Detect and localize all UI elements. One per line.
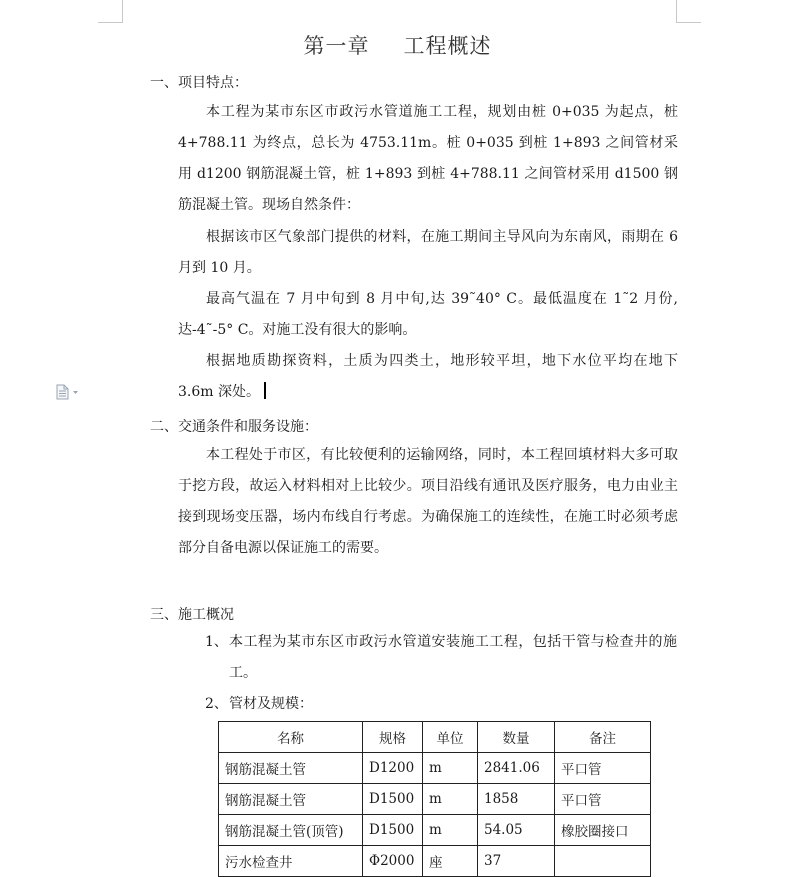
column-header-name: 名称 — [219, 722, 363, 753]
table-row — [219, 846, 651, 877]
cell-remarks[interactable]: 平口管 — [555, 753, 651, 784]
list-item-1[interactable] — [205, 627, 677, 689]
paragraph-geology[interactable] — [178, 346, 678, 408]
crop-mark-top-left-horizontal — [98, 22, 123, 23]
crop-mark-top-right-horizontal — [676, 22, 701, 23]
chapter-title — [0, 30, 795, 60]
paragraph-weather[interactable]: 根据该市区气象部门提供的材料，在施工期间主导风向为东南风，雨期在 6 月到 10 月。 — [178, 229, 678, 276]
cell-spec[interactable]: D1500 — [363, 815, 423, 846]
list-item-2-text: 管材及规模： — [229, 696, 313, 712]
list-item-2[interactable] — [205, 689, 677, 720]
table-header-row — [219, 722, 651, 753]
cell-name[interactable]: 钢筋混凝土管 — [219, 753, 363, 784]
paragraph-temperature[interactable]: 最高气温在 7 月中旬到 8 月中旬,达 39˜40° C。最低温度在 1˜2 月份,达-4˜-5° C。对施工没有很大的影响。 — [178, 291, 678, 338]
cell-spec[interactable]: D1500 — [363, 784, 423, 815]
list-item-2-number: 2、 — [205, 696, 228, 712]
crop-mark-top-left-vertical — [122, 0, 123, 22]
cell-spec[interactable]: D1200 — [363, 753, 423, 784]
section-heading-construction-overview: 三、施工概况 — [150, 607, 234, 623]
column-header-unit: 单位 — [423, 722, 478, 753]
text-cursor — [264, 382, 266, 399]
table-row — [219, 753, 651, 784]
section-heading-project-features: 一、项目特点： — [150, 75, 248, 91]
cell-spec[interactable]: Φ2000 — [363, 846, 423, 877]
table-row — [219, 815, 651, 846]
list-item-1-number: 1、 — [205, 634, 228, 650]
cell-quantity[interactable]: 1858 — [478, 784, 555, 815]
cell-name[interactable]: 钢筋混凝土管 — [219, 784, 363, 815]
column-header-quantity: 数量 — [478, 722, 555, 753]
paragraph-project-overview[interactable]: 本工程为某市东区市政污水管道施工工程，规划由桩 0+035 为起点，桩 4+788.11 为终点，总长为 4753.11m。桩 0+035 到桩 1+893 之间管材采用 d1200 钢筋混凝土管，桩 1+893 到桩 4+788.11 之间管材采用 d1500 钢筋混凝土管。现场自然条件： — [178, 104, 678, 213]
cell-unit[interactable]: m — [423, 815, 478, 846]
cell-remarks[interactable]: 平口管 — [555, 784, 651, 815]
cell-unit[interactable]: m — [423, 784, 478, 815]
cell-name[interactable]: 钢筋混凝土管(顶管) — [219, 815, 363, 846]
cell-remarks[interactable]: 橡胶圈接口 — [555, 815, 651, 846]
cell-unit[interactable]: m — [423, 753, 478, 784]
cell-quantity[interactable]: 37 — [478, 846, 555, 877]
list-item-1-text: 本工程为某市东区市政污水管道安装施工工程，包括干管与检查井的施工。 — [229, 634, 677, 681]
section-heading-traffic-services: 二、交通条件和服务设施： — [150, 419, 318, 435]
paragraph-geology-text: 根据地质勘探资料，土质为四类土，地形较平坦，地下水位平均在地下 3.6m 深处。 — [178, 353, 678, 400]
crop-mark-top-right-vertical — [676, 0, 677, 22]
cell-unit[interactable]: 座 — [423, 846, 478, 877]
chapter-number: 第一章 — [303, 34, 370, 58]
cell-name[interactable]: 污水检查井 — [219, 846, 363, 877]
cell-quantity[interactable]: 2841.06 — [478, 753, 555, 784]
cell-remarks[interactable] — [555, 846, 651, 877]
cell-quantity[interactable]: 54.05 — [478, 815, 555, 846]
column-header-remarks: 备注 — [555, 722, 651, 753]
table-row — [219, 784, 651, 815]
pipe-materials-table — [218, 721, 651, 877]
paragraph-options-icon[interactable] — [56, 384, 82, 404]
chapter-name: 工程概述 — [403, 34, 492, 58]
column-header-spec: 规格 — [363, 722, 423, 753]
paragraph-traffic[interactable]: 本工程处于市区，有比较便利的运输网络，同时，本工程回填材料大多可取于挖方段，故运入材料相对上比较少。项目沿线有通讯及医疗服务，电力由业主接到现场变压器，场内布线自行考虑。为确保施工的连续性，在施工时必须考虑部分自备电源以保证施工的需要。 — [178, 447, 678, 556]
